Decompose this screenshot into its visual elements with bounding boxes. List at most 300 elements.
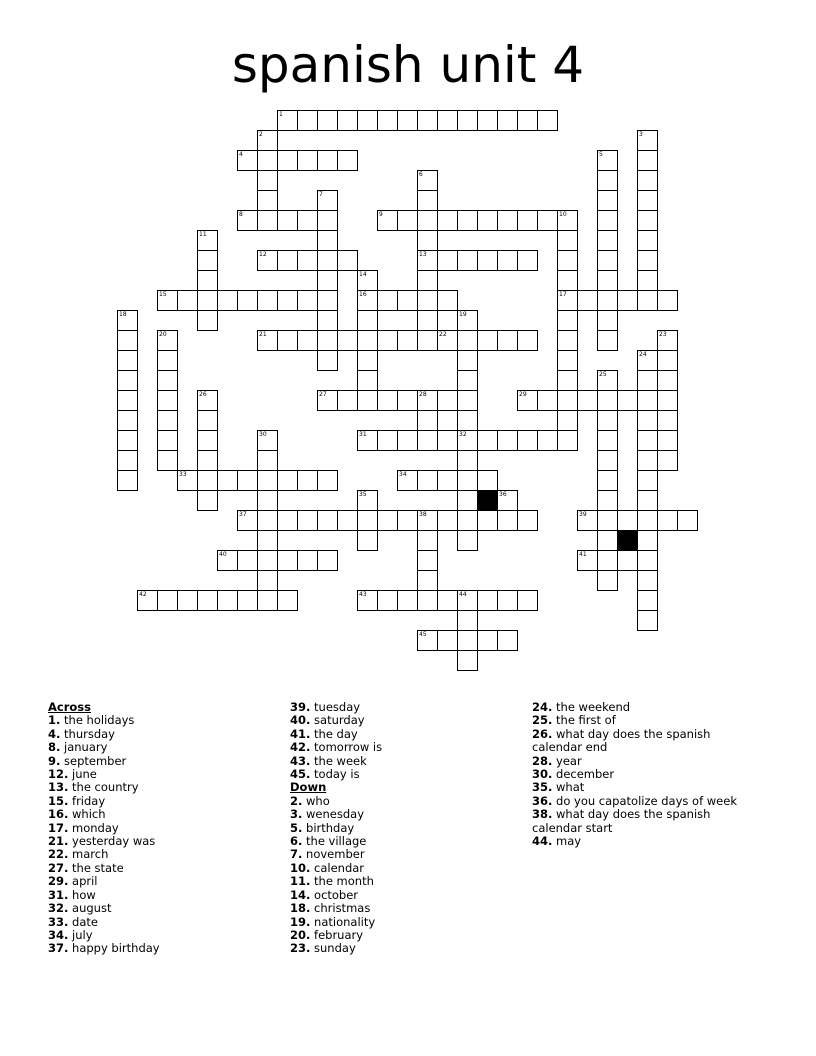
grid-cell[interactable]	[497, 630, 518, 651]
grid-cell[interactable]	[577, 390, 598, 411]
grid-cell[interactable]	[597, 430, 618, 451]
grid-cell[interactable]	[637, 170, 658, 191]
grid-cell[interactable]	[217, 290, 238, 311]
grid-cell[interactable]	[597, 170, 618, 191]
cell-number: 45	[419, 631, 427, 638]
grid-cell[interactable]	[537, 430, 558, 451]
grid-cell[interactable]	[437, 250, 458, 271]
grid-cell[interactable]	[457, 330, 478, 351]
grid-cell[interactable]	[457, 650, 478, 671]
grid-cell[interactable]	[477, 110, 498, 131]
grid-cell[interactable]	[237, 290, 258, 311]
grid-cell[interactable]	[437, 390, 458, 411]
cell-number: 29	[519, 391, 527, 398]
grid-cell[interactable]	[417, 110, 438, 131]
down-clue	[532, 781, 762, 794]
grid-cell[interactable]	[597, 290, 618, 311]
grid-cell[interactable]	[117, 390, 138, 411]
grid-cell[interactable]	[677, 510, 698, 531]
grid-cell[interactable]	[517, 430, 538, 451]
grid-cell[interactable]	[597, 250, 618, 271]
grid-cell[interactable]	[637, 430, 658, 451]
grid-cell[interactable]	[457, 210, 478, 231]
grid-cell[interactable]	[277, 330, 298, 351]
grid-cell[interactable]	[357, 390, 378, 411]
grid-cell[interactable]	[117, 450, 138, 471]
grid-cell[interactable]	[557, 250, 578, 271]
grid-cell[interactable]	[617, 290, 638, 311]
grid-cell[interactable]	[637, 290, 658, 311]
grid-cell[interactable]	[537, 390, 558, 411]
grid-cell[interactable]	[457, 530, 478, 551]
grid-cell[interactable]	[637, 270, 658, 291]
grid-cell[interactable]	[257, 570, 278, 591]
grid-cell[interactable]	[397, 330, 418, 351]
grid-cell[interactable]	[397, 210, 418, 231]
grid-cell[interactable]	[257, 190, 278, 211]
grid-cell[interactable]	[417, 590, 438, 611]
clue-number: 36.	[532, 793, 553, 808]
down-clue	[290, 875, 515, 888]
down-heading: Down	[290, 780, 327, 795]
grid-cell[interactable]	[577, 290, 598, 311]
clue-text: birthday	[306, 820, 355, 835]
grid-cell[interactable]	[317, 210, 338, 231]
grid-cell[interactable]	[637, 590, 658, 611]
grid-cell[interactable]	[437, 210, 458, 231]
grid-cell[interactable]	[637, 490, 658, 511]
grid-cell[interactable]	[357, 510, 378, 531]
clue-text: the week	[314, 753, 367, 768]
grid-cell[interactable]	[197, 590, 218, 611]
cell-number: 33	[179, 471, 187, 478]
cell-number: 19	[459, 311, 467, 318]
grid-cell[interactable]	[637, 570, 658, 591]
clue-number: 1.	[48, 713, 61, 728]
grid-cell[interactable]	[377, 290, 398, 311]
grid-cell[interactable]	[117, 430, 138, 451]
cell-number: 22	[439, 331, 447, 338]
cell-number: 13	[419, 251, 427, 258]
clue-number: 39.	[290, 700, 311, 714]
grid-cell[interactable]	[457, 410, 478, 431]
grid-cell[interactable]	[657, 390, 678, 411]
grid-cell[interactable]	[637, 610, 658, 631]
grid-cell[interactable]	[417, 430, 438, 451]
clue-number: 31.	[48, 887, 69, 902]
grid-cell[interactable]	[657, 290, 678, 311]
grid-cell[interactable]	[457, 610, 478, 631]
grid-cell[interactable]	[257, 470, 278, 491]
grid-cell[interactable]	[517, 110, 538, 131]
grid-cell[interactable]	[277, 250, 298, 271]
grid-cell[interactable]	[457, 470, 478, 491]
grid-cell[interactable]	[377, 390, 398, 411]
across-clue	[290, 701, 515, 714]
grid-cell[interactable]	[297, 330, 318, 351]
grid-cell[interactable]	[397, 390, 418, 411]
grid-cell[interactable]	[597, 330, 618, 351]
grid-cell[interactable]	[317, 290, 338, 311]
grid-cell[interactable]	[457, 510, 478, 531]
grid-cell[interactable]	[417, 210, 438, 231]
grid-cell[interactable]	[357, 370, 378, 391]
grid-cell[interactable]	[277, 470, 298, 491]
grid-cell[interactable]	[377, 510, 398, 531]
grid-cell[interactable]	[637, 150, 658, 171]
grid-cell[interactable]	[637, 450, 658, 471]
grid-cell[interactable]	[277, 510, 298, 531]
grid-cell[interactable]	[297, 150, 318, 171]
grid-cell[interactable]	[637, 530, 658, 551]
grid-cell[interactable]	[357, 310, 378, 331]
grid-cell[interactable]	[217, 470, 238, 491]
grid-cell[interactable]	[357, 530, 378, 551]
grid-cell[interactable]	[157, 390, 178, 411]
grid-cell[interactable]	[637, 210, 658, 231]
grid-cell[interactable]	[597, 530, 618, 551]
black-cell	[617, 530, 638, 551]
grid-cell[interactable]	[597, 490, 618, 511]
grid-cell[interactable]	[317, 270, 338, 291]
grid-cell[interactable]	[517, 330, 538, 351]
clue-text: the weekend	[556, 700, 631, 714]
grid-cell[interactable]	[317, 110, 338, 131]
grid-cell[interactable]	[317, 350, 338, 371]
grid-cell[interactable]	[457, 490, 478, 511]
grid-cell[interactable]	[277, 550, 298, 571]
grid-cell[interactable]	[257, 210, 278, 231]
grid-cell[interactable]	[557, 350, 578, 371]
grid-cell[interactable]	[197, 430, 218, 451]
grid-cell[interactable]	[337, 250, 358, 271]
grid-cell[interactable]	[637, 230, 658, 251]
grid-cell[interactable]	[657, 510, 678, 531]
grid-cell[interactable]	[597, 550, 618, 571]
clue-text: wenesday	[306, 807, 365, 822]
grid-cell[interactable]	[297, 470, 318, 491]
grid-cell[interactable]	[277, 590, 298, 611]
clues-column-1	[48, 701, 273, 956]
grid-cell[interactable]	[537, 110, 558, 131]
grid-cell[interactable]	[257, 150, 278, 171]
grid-cell[interactable]	[477, 330, 498, 351]
grid-cell[interactable]	[657, 410, 678, 431]
grid-cell[interactable]	[417, 290, 438, 311]
grid-cell[interactable]	[237, 470, 258, 491]
grid-cell[interactable]	[477, 250, 498, 271]
grid-cell[interactable]	[257, 590, 278, 611]
grid-cell[interactable]	[337, 110, 358, 131]
grid-cell[interactable]	[197, 310, 218, 331]
grid-cell[interactable]	[597, 390, 618, 411]
grid-cell[interactable]	[417, 270, 438, 291]
grid-cell[interactable]	[597, 450, 618, 471]
grid-cell[interactable]	[157, 450, 178, 471]
clue-number: 4.	[48, 726, 61, 741]
grid-cell[interactable]	[637, 470, 658, 491]
grid-cell[interactable]	[437, 590, 458, 611]
grid-cell[interactable]	[477, 510, 498, 531]
grid-cell[interactable]	[597, 210, 618, 231]
clue-text: the holidays	[64, 713, 135, 728]
clue-number: 40.	[290, 713, 311, 728]
grid-cell[interactable]	[317, 250, 338, 271]
grid-cell[interactable]	[357, 350, 378, 371]
grid-cell[interactable]	[597, 190, 618, 211]
grid-cell[interactable]	[417, 190, 438, 211]
grid-cell[interactable]	[257, 450, 278, 471]
across-clue	[48, 755, 273, 768]
grid-cell[interactable]	[657, 370, 678, 391]
grid-cell[interactable]	[457, 390, 478, 411]
grid-cell[interactable]	[637, 390, 658, 411]
grid-cell[interactable]	[437, 290, 458, 311]
grid-cell[interactable]	[257, 170, 278, 191]
grid-cell[interactable]	[597, 570, 618, 591]
grid-cell[interactable]	[557, 430, 578, 451]
grid-cell[interactable]	[397, 510, 418, 531]
grid-cell[interactable]	[337, 390, 358, 411]
grid-cell[interactable]	[177, 290, 198, 311]
grid-cell[interactable]	[277, 150, 298, 171]
grid-cell[interactable]	[497, 250, 518, 271]
grid-cell[interactable]	[477, 630, 498, 651]
grid-cell[interactable]	[557, 410, 578, 431]
clue-number: 38.	[532, 807, 553, 822]
grid-cell[interactable]	[397, 110, 418, 131]
grid-cell[interactable]	[197, 450, 218, 471]
grid-cell[interactable]	[417, 410, 438, 431]
grid-cell[interactable]	[297, 290, 318, 311]
grid-cell[interactable]	[197, 250, 218, 271]
grid-cell[interactable]	[417, 530, 438, 551]
grid-cell[interactable]	[277, 210, 298, 231]
grid-cell[interactable]	[197, 490, 218, 511]
grid-cell[interactable]	[457, 250, 478, 271]
grid-cell[interactable]	[237, 590, 258, 611]
grid-cell[interactable]	[517, 510, 538, 531]
clue-text: date	[72, 914, 98, 929]
grid-cell[interactable]	[117, 350, 138, 371]
grid-cell[interactable]	[397, 430, 418, 451]
clue-number: 25.	[532, 713, 553, 728]
grid-cell[interactable]	[317, 310, 338, 331]
grid-cell[interactable]	[417, 310, 438, 331]
clue-number: 27.	[48, 860, 69, 875]
grid-cell[interactable]	[317, 230, 338, 251]
grid-cell[interactable]	[477, 430, 498, 451]
across-clue	[48, 822, 273, 835]
grid-cell[interactable]	[617, 510, 638, 531]
grid-cell[interactable]	[297, 510, 318, 531]
grid-cell[interactable]	[517, 210, 538, 231]
grid-cell[interactable]	[377, 430, 398, 451]
grid-cell[interactable]	[457, 450, 478, 471]
grid-cell[interactable]	[297, 110, 318, 131]
across-clue	[48, 768, 273, 781]
grid-cell[interactable]	[297, 210, 318, 231]
clue-number: 9.	[48, 753, 61, 768]
clue-text: december	[556, 767, 615, 782]
grid-cell[interactable]	[497, 510, 518, 531]
grid-cell[interactable]	[317, 330, 338, 351]
clue-text: november	[306, 847, 365, 862]
grid-cell[interactable]	[557, 370, 578, 391]
grid-cell[interactable]	[597, 230, 618, 251]
across-clue	[48, 781, 273, 794]
grid-cell[interactable]	[637, 370, 658, 391]
grid-cell[interactable]	[497, 210, 518, 231]
grid-cell[interactable]	[597, 310, 618, 331]
grid-cell[interactable]	[417, 330, 438, 351]
grid-cell[interactable]	[357, 330, 378, 351]
grid-cell[interactable]	[657, 450, 678, 471]
grid-cell[interactable]	[317, 510, 338, 531]
grid-cell[interactable]	[497, 330, 518, 351]
grid-cell[interactable]	[117, 330, 138, 351]
grid-cell[interactable]	[537, 210, 558, 231]
grid-cell[interactable]	[637, 510, 658, 531]
grid-cell[interactable]	[457, 350, 478, 371]
grid-cell[interactable]	[257, 530, 278, 551]
across-clue-list	[48, 714, 273, 955]
clue-text: the country	[72, 780, 139, 795]
grid-cell[interactable]	[297, 550, 318, 571]
grid-cell[interactable]	[257, 490, 278, 511]
grid-cell[interactable]	[297, 250, 318, 271]
clue-number: 21.	[48, 834, 69, 849]
clue-number: 16.	[48, 807, 69, 822]
cell-number: 28	[419, 391, 427, 398]
grid-cell[interactable]	[417, 550, 438, 571]
grid-cell[interactable]	[597, 470, 618, 491]
grid-cell[interactable]	[637, 250, 658, 271]
grid-cell[interactable]	[557, 310, 578, 331]
grid-cell[interactable]	[557, 230, 578, 251]
grid-cell[interactable]	[157, 370, 178, 391]
cell-number: 1	[279, 111, 283, 118]
down-clue	[532, 701, 762, 714]
cell-number: 11	[199, 231, 207, 238]
cell-number: 12	[259, 251, 267, 258]
clue-text: who	[306, 793, 330, 808]
grid-cell[interactable]	[637, 410, 658, 431]
grid-cell[interactable]	[437, 510, 458, 531]
grid-cell[interactable]	[197, 470, 218, 491]
cell-number: 3	[639, 131, 643, 138]
grid-cell[interactable]	[117, 370, 138, 391]
clue-text: nationality	[314, 914, 376, 929]
clue-text: july	[72, 927, 93, 942]
grid-cell[interactable]	[357, 110, 378, 131]
grid-cell[interactable]	[157, 590, 178, 611]
grid-cell[interactable]	[477, 210, 498, 231]
grid-cell[interactable]	[417, 570, 438, 591]
grid-cell[interactable]	[637, 550, 658, 571]
grid-cell[interactable]	[617, 390, 638, 411]
grid-cell[interactable]	[657, 430, 678, 451]
grid-cell[interactable]	[417, 470, 438, 491]
grid-cell[interactable]	[557, 270, 578, 291]
grid-cell[interactable]	[437, 630, 458, 651]
clue-text: january	[64, 740, 108, 755]
grid-cell[interactable]	[477, 590, 498, 611]
grid-cell[interactable]	[597, 270, 618, 291]
grid-cell[interactable]	[457, 630, 478, 651]
grid-cell[interactable]	[317, 150, 338, 171]
grid-cell[interactable]	[597, 510, 618, 531]
grid-cell[interactable]	[477, 470, 498, 491]
grid-cell[interactable]	[237, 550, 258, 571]
cell-number: 32	[459, 431, 467, 438]
grid-cell[interactable]	[277, 290, 298, 311]
grid-cell[interactable]	[317, 550, 338, 571]
grid-cell[interactable]	[497, 110, 518, 131]
grid-cell[interactable]	[317, 470, 338, 491]
grid-cell[interactable]	[197, 410, 218, 431]
grid-cell[interactable]	[377, 590, 398, 611]
grid-cell[interactable]	[257, 290, 278, 311]
grid-cell[interactable]	[657, 350, 678, 371]
grid-cell[interactable]	[377, 110, 398, 131]
grid-cell[interactable]	[117, 410, 138, 431]
grid-cell[interactable]	[437, 470, 458, 491]
grid-cell[interactable]	[517, 590, 538, 611]
down-clue	[290, 916, 515, 929]
grid-cell[interactable]	[437, 430, 458, 451]
grid-cell[interactable]	[117, 470, 138, 491]
grid-cell[interactable]	[157, 410, 178, 431]
grid-cell[interactable]	[337, 330, 358, 351]
down-clue	[290, 835, 515, 848]
grid-cell[interactable]	[617, 550, 638, 571]
grid-cell[interactable]	[257, 550, 278, 571]
grid-cell[interactable]	[157, 430, 178, 451]
grid-cell[interactable]	[557, 330, 578, 351]
grid-cell[interactable]	[497, 590, 518, 611]
grid-cell[interactable]	[597, 410, 618, 431]
grid-cell[interactable]	[217, 590, 238, 611]
clue-number: 42.	[290, 740, 311, 755]
clue-number: 6.	[290, 834, 303, 849]
grid-cell[interactable]	[497, 430, 518, 451]
grid-cell[interactable]	[337, 150, 358, 171]
clue-text: april	[72, 874, 98, 889]
cell-number: 37	[239, 511, 247, 518]
grid-cell[interactable]	[197, 290, 218, 311]
grid-cell[interactable]	[457, 110, 478, 131]
grid-cell[interactable]	[397, 590, 418, 611]
grid-cell[interactable]	[177, 590, 198, 611]
grid-cell[interactable]	[437, 110, 458, 131]
grid-cell[interactable]	[157, 350, 178, 371]
grid-cell[interactable]	[637, 190, 658, 211]
grid-cell[interactable]	[197, 270, 218, 291]
clue-text: may	[556, 834, 582, 849]
grid-cell[interactable]	[557, 390, 578, 411]
grid-cell[interactable]	[517, 250, 538, 271]
grid-cell[interactable]	[397, 290, 418, 311]
down-clue	[532, 755, 762, 768]
across-clue	[48, 728, 273, 741]
grid-cell[interactable]	[457, 370, 478, 391]
cell-number: 44	[459, 591, 467, 598]
grid-cell[interactable]	[337, 510, 358, 531]
grid-cell[interactable]	[377, 330, 398, 351]
grid-cell[interactable]	[257, 510, 278, 531]
grid-cell[interactable]	[417, 230, 438, 251]
